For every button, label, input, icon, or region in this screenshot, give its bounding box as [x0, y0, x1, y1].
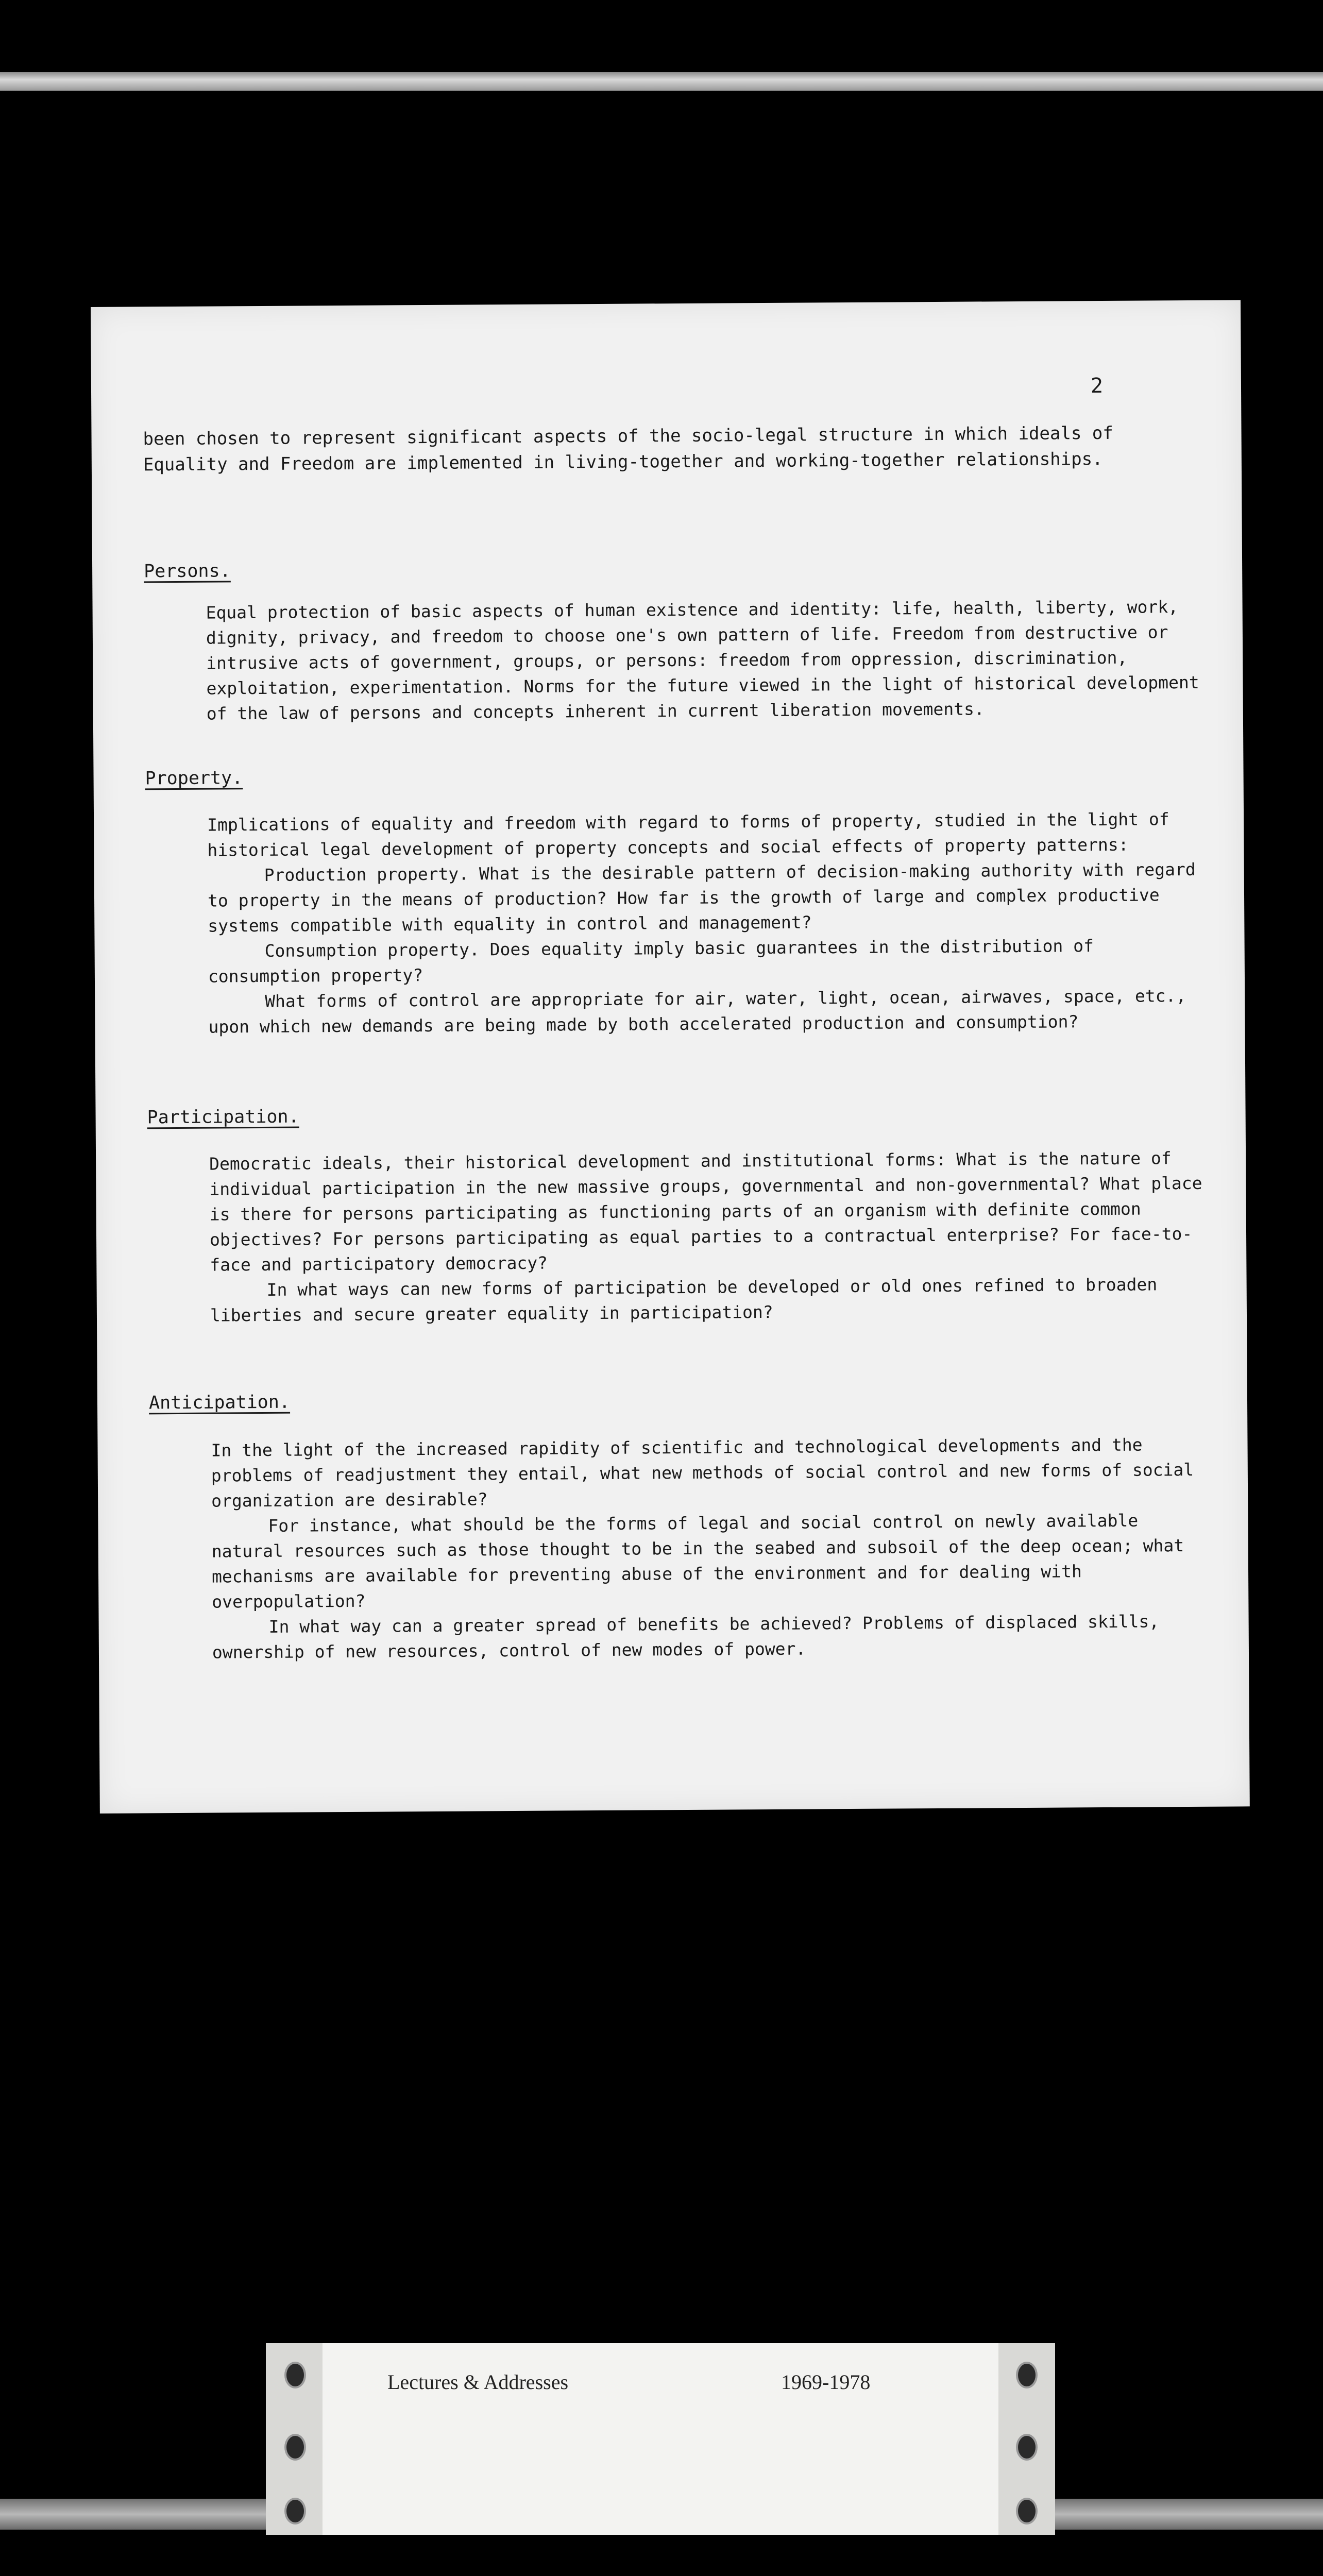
- section-heading-property: Property.: [145, 768, 243, 789]
- section-heading-persons: Persons.: [144, 561, 231, 582]
- section-body-property: [207, 806, 1203, 1040]
- punch-hole-icon: [1016, 2362, 1038, 2388]
- film-strip-top-edge: [0, 72, 1323, 91]
- section-paragraph: Consumption property. Does equality imply basic guarantees in the distribution of consumption property?: [208, 936, 1094, 987]
- section-paragraph: What forms of control are appropriate for air, water, light, ocean, airwaves, space, etc., upon which new demands are being made by both accelerated production and consumption?: [208, 986, 1186, 1037]
- section-heading-participation: Participation.: [147, 1106, 299, 1128]
- section-heading-anticipation: Anticipation.: [148, 1392, 291, 1414]
- section-paragraph: In what way can a greater spread of benefits be achieved? Problems of displaced skills, ownership of new resources, control of new modes of power.: [212, 1611, 1160, 1663]
- archive-label-card: [266, 2343, 1055, 2535]
- punch-hole-icon: [284, 2498, 306, 2524]
- section-body-participation: [209, 1145, 1205, 1328]
- punch-hole-icon: [1016, 2498, 1038, 2524]
- section-paragraph: Implications of equality and freedom with regard to forms of property, studied in the light of historical legal development of property concepts and social effects of property patterns:: [207, 809, 1169, 860]
- section-paragraph: Production property. What is the desirable pattern of decision-making authority with regard to property in the means of production? How far is the growth of large and complex productive systems compatible with equality in control and management?: [207, 859, 1196, 936]
- page-number: 2: [1090, 374, 1104, 398]
- section-body-persons: [206, 594, 1200, 726]
- label-left-margin: [266, 2343, 323, 2535]
- document-page: [91, 300, 1250, 1814]
- label-right-margin: [998, 2343, 1055, 2535]
- section-paragraph: Equal protection of basic aspects of human existence and identity: life, health, liberty, work, dignity, privacy, and freedom to choose one's own pattern of life. Freedom from destructive or intrusive acts of government, groups, or persons: freedom from oppression, discrimination, exploitation, experimentation. Norms for the future viewed in the light of historical development of the law of persons and concepts inherent in current liberation movements.: [206, 597, 1199, 724]
- punch-hole-icon: [1016, 2434, 1038, 2461]
- section-paragraph: In what ways can new forms of participation be developed or old ones refined to broaden liberties and secure greater equality in participation?: [210, 1274, 1158, 1326]
- archive-series-title: Lectures & Addresses: [387, 2370, 569, 2394]
- archive-date-range: 1969-1978: [781, 2370, 871, 2394]
- section-paragraph: In the light of the increased rapidity of scientific and technological developments and the problems of readjustment they entail, what new methods of social control and new forms of social organization are desirable?: [211, 1434, 1194, 1511]
- section-body-anticipation: [211, 1432, 1207, 1665]
- section-paragraph: Democratic ideals, their historical development and institutional forms: What is the nature of individual participation in the new massive groups, governmental and non-governmental? What place is there for persons participating as functioning parts of an organism with definite common objectives? For persons participating as equal parties to a contractual enterprise? For face-to-face and participatory democracy?: [209, 1148, 1202, 1275]
- intro-paragraph: been chosen to represent significant aspects of the socio-legal structure in which ideals of Equality and Freedom are implemented in living-together and working-together relationships.: [143, 422, 1113, 476]
- section-paragraph: For instance, what should be the forms of legal and social control on newly available natural resources such as those thought to be in the seabed and subsoil of the deep ocean; what mechanisms are available for preventing abuse of the environment and for dealing with overpopulation?: [211, 1510, 1184, 1612]
- punch-hole-icon: [284, 2362, 306, 2388]
- punch-hole-icon: [284, 2434, 306, 2461]
